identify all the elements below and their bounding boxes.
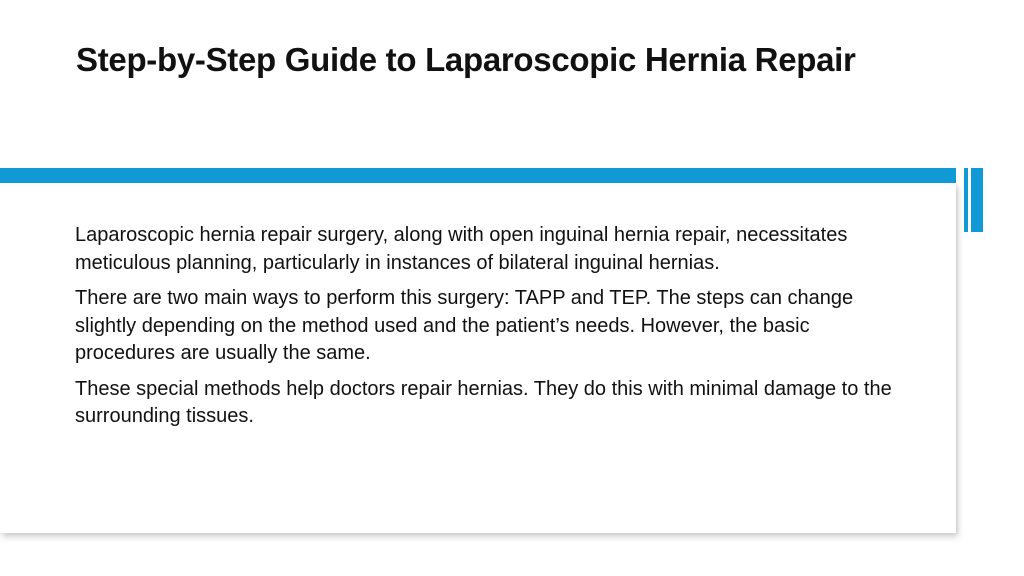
slide-body xyxy=(75,222,915,439)
body-paragraph-1: Laparoscopic hernia repair surgery, along with open inguinal hernia repair, necessitates meticulous planning, particularly in instances of bilateral inguinal hernias. xyxy=(75,224,848,274)
body-paragraph-3: These special methods help doctors repair hernias. They do this with minimal damage to the surrounding tissues. xyxy=(75,377,892,427)
body-paragraph-2: There are two main ways to perform this surgery: TAPP and TEP. The steps can change slightly depending on the method used and the patient’s needs. However, the basic procedures are usually the same. xyxy=(75,287,854,364)
slide-title: Step-by-Step Guide to Laparoscopic Hernia Repair xyxy=(76,41,856,78)
accent-stripe-thick xyxy=(971,168,983,232)
accent-bar xyxy=(0,168,956,183)
accent-stripe-thin xyxy=(964,168,968,232)
